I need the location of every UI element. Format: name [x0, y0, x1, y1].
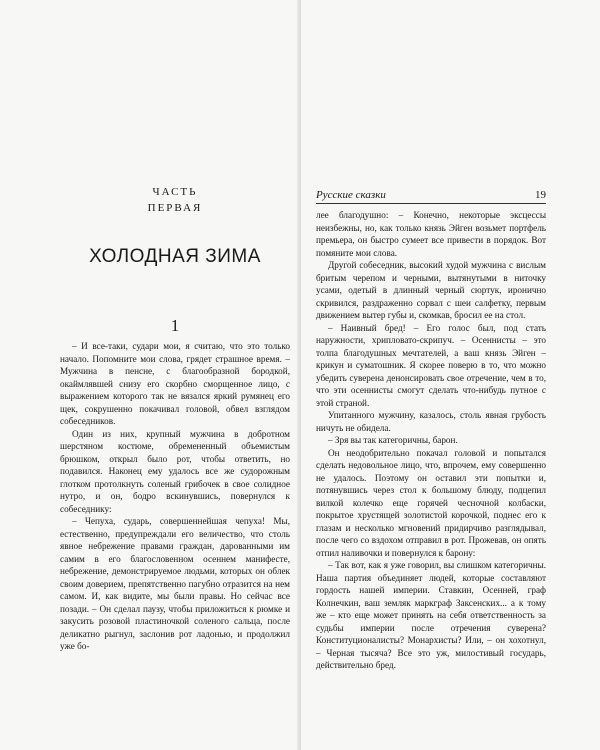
running-title: Русские сказки [316, 189, 386, 201]
paragraph: – Зря вы так категоричны, барон. [328, 435, 458, 445]
page-number: 19 [535, 189, 546, 201]
paragraph-continuation: лее благодушно: – Конечно, некоторые эксцессы неизбежны, но, как только князь Эйген возьмет портфель премьера, он быстро сумеет все привести в порядок. Вот помяните мои слова. [316, 210, 546, 258]
left-page [0, 0, 299, 750]
left-body-text [60, 340, 290, 653]
paragraph: – Так вот, как я уже говорил, вы слишком категоричны. Наша партия объединяет людей, которые составляют гордость нашей империи. Ставкин, Осенней, граф Колнечкин, ваш земляк маркграф Заксенских... а к тому же – кто еще может принять на себя ответственность за судьбы империи после отречения суверена? Конституционалисты? Монархисты? Или, – он хохотнул, – Черная тысяча? Все это уж, милостивый государь, действительно бред. [316, 560, 546, 670]
part-label-line2: ПЕРВАЯ [147, 202, 203, 214]
part-label-line1: ЧАСТЬ [152, 186, 198, 198]
paragraph: – И все-таки, судари мои, я считаю, что это только начало. Попомните мои слова, грядет страшное время. – Мужчина в пенсне, с благообразной бородкой, окаймлявшей снизу его скорбно сморщенное лицо, с выражением которого так не вязался яркий румянец его щек, сокрушенно покачивал головой, обвел взглядом собеседников. [60, 341, 290, 426]
right-body-text [316, 209, 546, 672]
section-number: 1 [170, 316, 180, 335]
paragraph: Упитанного мужчину, казалось, столь явная грубость ничуть не обидела. [316, 410, 546, 433]
paragraph: Он неодобрительно покачал головой и попытался сделать недовольное лицо, что, впрочем, ему совершенно не удалось. Поэтому он оставил эти попытки и, потянувшись через стол к большому блюду, подцепил вилкой колечко еще горячей чесночной колбаски, покрытое хрустящей золотистой корочкой, поднес его к глазам и несколько мгновений придирчиво разглядывал, после чего со вздохом отправил в рот. Прожевав, он опять отпил наливочки и повернулся к барону: [316, 447, 546, 558]
paragraph: Один из них, крупный мужчина в добротном шерстяном костюме, обремененный объемистым брюшком, открыл было рот, чтобы ответить, но подавился. Наконец ему удалось все же судорожным глотком протолкнуть соленый грибочек в свое солидное нутро, и он, бодро вскинувшись, повернулся к собеседнику: [60, 428, 290, 514]
running-head [316, 189, 546, 204]
paragraph: – Наивный бред! – Его голос был, под стать наружности, хрипловато-скрипуч. – Осеннисты – это толпа благодушных мечтателей, а ваш князь Эйген – крикун и суматошник. Я скорее поверю в то, что можно убедить суверена денонсировать свое отречение, чем в то, что эти осеннисты смогут сделать что-нибудь путное с этой страной. [316, 322, 546, 408]
paragraph: – Чепуха, сударь, совершеннейшая чепуха! Мы, естественно, предупреждали его величество, что столь явное небрежение правами граждан, дарованными им самим в его благословенном осеннем манифесте, небрежение, демонстрируемое людьми, которых он облек своим доверием, препятственно пагубно отразится на нем самом. И, как видите, мы были правы. Но сейчас все позади. – Он сделал паузу, чтобы приложиться к рюмке и закусить розовой пластиночкой соленого сальца, после деликатно рыгнул, заслонив рот ладонью, и продолжил уже бо- [60, 516, 290, 651]
part-label [60, 184, 290, 216]
paragraph: Другой собеседник, высокий худой мужчина с вислым бритым черепом и черными, вытянутыми в ниточку усами, одетый в длинный черный сюртук, иронично скривился, раздраженно сорвал с шеи салфетку, первым движением вытер губы и, скомкав, бросил ее на стол. [316, 260, 546, 320]
chapter-title: ХОЛОДНАЯ ЗИМА [89, 246, 261, 267]
